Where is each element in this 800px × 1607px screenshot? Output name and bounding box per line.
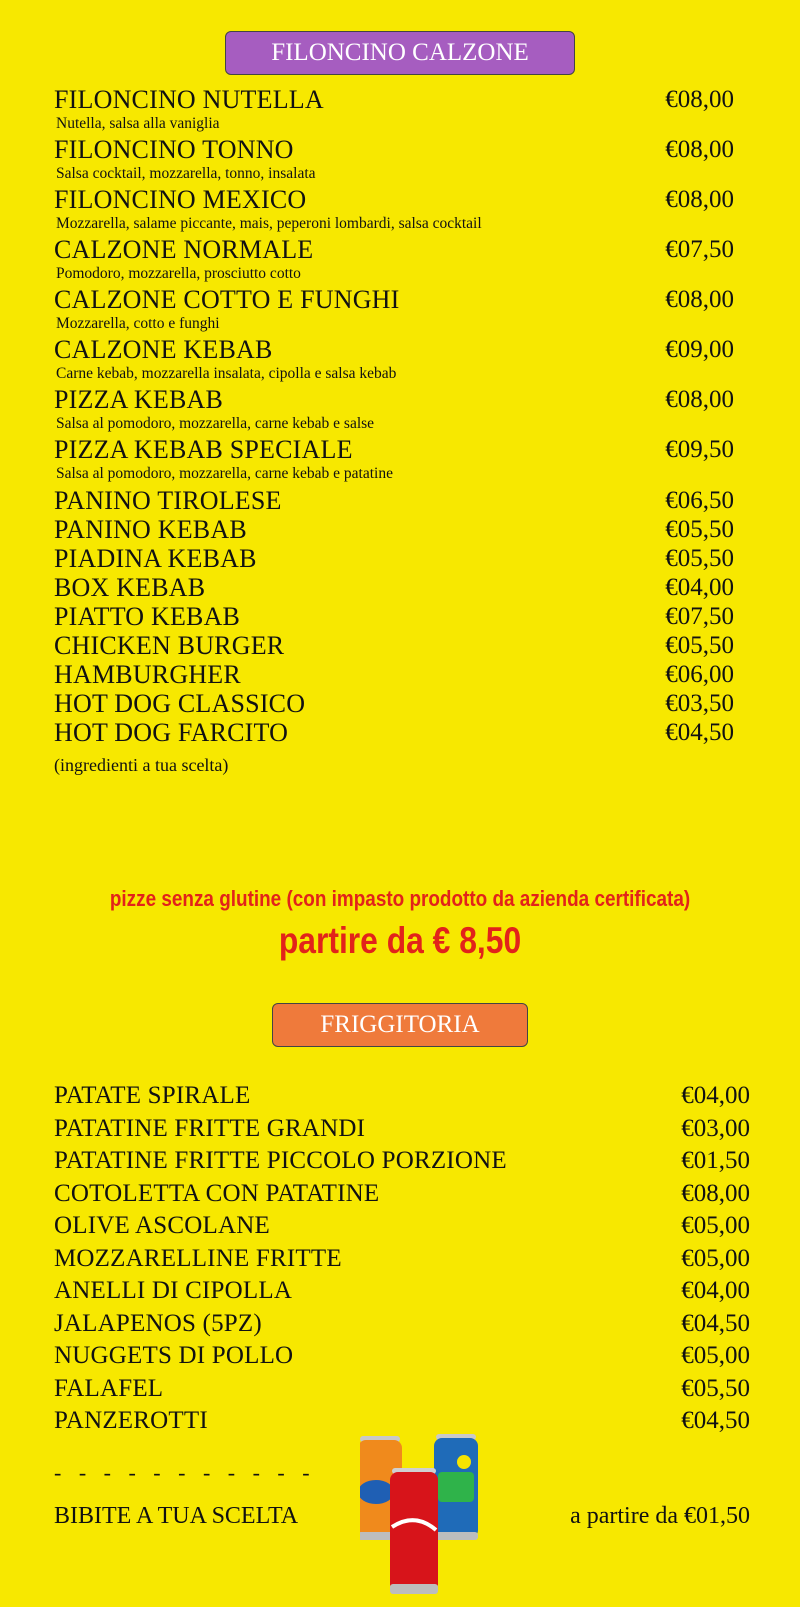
menu-item — [54, 1308, 750, 1341]
item-name: ANELLI DI CIPOLLA — [54, 1277, 293, 1304]
item-name: CALZONE COTTO E FUNGHI — [54, 285, 400, 314]
menu-item — [54, 515, 734, 544]
item-name: PATATINE FRITTE PICCOLO PORZIONE — [54, 1147, 507, 1174]
item-description: Salsa al pomodoro, mozzarella, carne kebab e salse — [56, 415, 375, 432]
menu-item — [54, 1080, 750, 1113]
menu-item — [54, 631, 734, 660]
item-price: €04,50 — [681, 1309, 750, 1337]
item-description: Nutella, salsa alla vaniglia — [56, 115, 220, 132]
sprite-can-icon — [434, 1434, 478, 1540]
item-name: JALAPENOS (5PZ) — [54, 1309, 262, 1337]
menu-item — [54, 236, 734, 283]
item-name: BOX KEBAB — [54, 573, 206, 602]
item-price: €07,50 — [665, 603, 734, 630]
item-name: MOZZARELLINE FRITTE — [54, 1244, 342, 1272]
item-name: FILONCINO TONNO — [54, 135, 294, 164]
menu-item — [54, 86, 734, 133]
item-price: €08,00 — [681, 1179, 750, 1207]
item-price: €03,50 — [665, 690, 734, 717]
menu-item — [54, 1145, 750, 1178]
item-price: €09,00 — [665, 336, 734, 363]
menu-section-filoncino-calzone — [54, 86, 734, 779]
item-price: €03,00 — [681, 1114, 750, 1142]
menu-item — [54, 436, 734, 483]
item-name: PANINO TIROLESE — [54, 486, 282, 515]
drinks-price: a partire da €01,50 — [570, 1503, 750, 1529]
item-name: FILONCINO MEXICO — [54, 185, 307, 214]
menu-item — [54, 573, 734, 602]
menu-item — [54, 1373, 750, 1406]
item-price: €01,50 — [681, 1147, 750, 1174]
item-price: €08,00 — [665, 86, 734, 113]
item-price: €04,00 — [665, 574, 734, 601]
item-price: €05,00 — [681, 1342, 750, 1369]
menu-item — [54, 1113, 750, 1146]
coca-cola-can-icon — [390, 1468, 438, 1594]
item-name: PIADINA KEBAB — [54, 544, 257, 573]
item-name: CALZONE NORMALE — [54, 235, 314, 264]
menu-item — [54, 386, 734, 433]
menu-item — [54, 336, 734, 383]
section-title-friggitoria: FRIGGITORIA — [272, 1003, 528, 1047]
ingredients-note: (ingredienti a tua scelta) — [54, 755, 229, 775]
menu-item — [54, 486, 734, 515]
item-description: Pomodoro, mozzarella, prosciutto cotto — [56, 265, 301, 282]
item-name: COTOLETTA CON PATATINE — [54, 1179, 380, 1207]
dashed-divider: - - - - - - - - - - - — [54, 1460, 316, 1485]
item-price: €08,00 — [665, 186, 734, 213]
item-description: Mozzarella, cotto e funghi — [56, 315, 220, 332]
menu-item — [54, 660, 734, 689]
item-price: €04,00 — [681, 1082, 750, 1109]
item-price: €07,50 — [665, 236, 734, 263]
item-description: Carne kebab, mozzarella insalata, cipolla e salsa kebab — [56, 365, 397, 382]
item-name: NUGGETS DI POLLO — [54, 1342, 294, 1369]
menu-item — [54, 1210, 750, 1243]
menu-item — [54, 1178, 750, 1211]
item-name: HOT DOG FARCITO — [54, 718, 289, 747]
item-price: €08,00 — [665, 386, 734, 413]
menu-item — [54, 1340, 750, 1373]
item-name: OLIVE ASCOLANE — [54, 1212, 270, 1239]
item-name: FILONCINO NUTELLA — [54, 85, 324, 114]
item-description: Salsa al pomodoro, mozzarella, carne kebab e patatine — [56, 465, 393, 482]
item-price: €06,50 — [665, 487, 734, 514]
menu-item — [54, 136, 734, 183]
menu-item — [54, 689, 734, 718]
menu-item — [54, 186, 734, 233]
item-name: PIZZA KEBAB SPECIALE — [54, 435, 353, 464]
item-name: PATATINE FRITTE GRANDI — [54, 1114, 366, 1142]
menu-section-friggitoria — [54, 1080, 750, 1438]
item-name: PATATE SPIRALE — [54, 1082, 251, 1109]
item-description: Salsa cocktail, mozzarella, tonno, insalata — [56, 165, 316, 182]
section-title-filoncino-calzone: FILONCINO CALZONE — [225, 31, 575, 75]
item-price: €05,50 — [665, 516, 734, 543]
item-name: PANINO KEBAB — [54, 515, 247, 544]
menu-item — [54, 1275, 750, 1308]
item-price: €05,50 — [681, 1374, 750, 1402]
item-price: €08,00 — [665, 286, 734, 313]
menu-item — [54, 718, 734, 747]
item-price: €05,50 — [665, 632, 734, 659]
item-name: HOT DOG CLASSICO — [54, 689, 306, 718]
item-name: PANZEROTTI — [54, 1407, 208, 1434]
gluten-free-price: partire da € 8,50 — [278, 920, 522, 961]
item-name: CALZONE KEBAB — [54, 335, 273, 364]
item-price: €04,50 — [665, 719, 734, 746]
item-price: €05,00 — [681, 1212, 750, 1239]
item-name: FALAFEL — [54, 1374, 164, 1402]
item-name: PIZZA KEBAB — [54, 385, 224, 414]
item-price: €05,00 — [681, 1244, 750, 1272]
item-name: PIATTO KEBAB — [54, 602, 241, 631]
menu-item — [54, 286, 734, 333]
menu-item — [54, 544, 734, 573]
item-price: €04,50 — [681, 1407, 750, 1434]
drinks-label: BIBITE A TUA SCELTA — [54, 1503, 299, 1529]
item-name: HAMBURGHER — [54, 660, 241, 689]
gluten-free-promo: pizze senza glutine (con impasto prodotto da azienda certificata) — [109, 886, 691, 911]
item-price: €09,50 — [665, 436, 734, 463]
soda-cans-image — [360, 1432, 500, 1602]
item-price: €06,00 — [665, 661, 734, 688]
menu-item — [54, 1243, 750, 1276]
item-price: €05,50 — [665, 545, 734, 572]
item-name: CHICKEN BURGER — [54, 631, 285, 660]
menu-item — [54, 602, 734, 631]
item-price: €08,00 — [665, 136, 734, 163]
item-description: Mozzarella, salame piccante, mais, peperoni lombardi, salsa cocktail — [56, 215, 482, 232]
item-price: €04,00 — [681, 1277, 750, 1304]
